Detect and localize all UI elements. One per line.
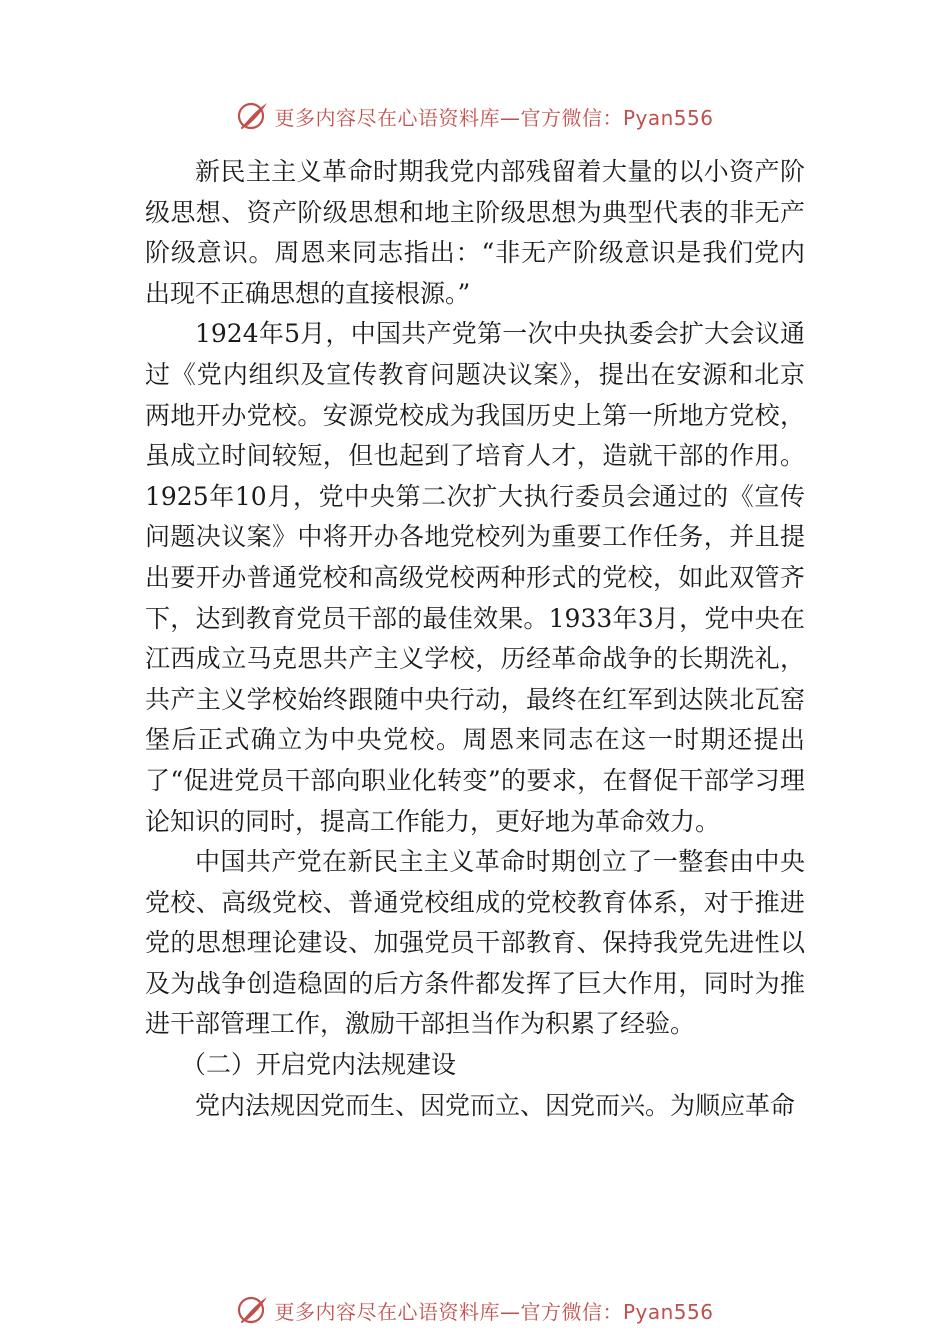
watermark-text: 更多内容尽在心语资料库—官方微信：Pyan556 [274,105,714,130]
quill-logo-icon [236,99,270,133]
document-body [145,152,805,1126]
paragraph-1: 新民主主义革命时期我党内部残留着大量的以小资产阶级思想、资产阶级思想和地主阶级思想为典型代表的非无产阶级意识。周恩来同志指出：“非无产阶级意识是我们党内出现不正确思想的直接根源。” [145,157,805,308]
paragraph-3: 中国共产党在新民主主义革命时期创立了一整套由中央党校、高级党校、普通党校组成的党校教育体系，对于推进党的思想理论建设、加强党员干部教育、保持我党先进性以及为战争创造稳固的后方条件都发挥了巨大作用，同时为推进干部管理工作，激励干部担当作为积累了经验。 [145,847,805,1039]
header-watermark [0,96,950,136]
watermark-text: 更多内容尽在心语资料库—官方微信：Pyan556 [274,1299,714,1324]
section-heading: （二）开启党内法规建设 [181,1050,457,1080]
paragraph-4: 党内法规因党而生、因党而立、因党而兴。为顺应革命 [195,1090,796,1120]
footer-watermark [0,1290,950,1330]
paragraph-2: 1924年5月，中国共产党第一次中央执委会扩大会议通过《党内组织及宣传教育问题决议案》，提出在安源和北京两地开办党校。安源党校成为我国历史上第一所地方党校，虽成立时间较短，但也起到了培育人才，造就干部的作用。1925年10月，党中央第二次扩大执行委员会通过的《宣传问题决议案》中将开办各地党校列为重要工作任务，并且提出要开办普通党校和高级党校两种形式的党校，如此双管齐下，达到教育党员干部的最佳效果。1933年3月，党中央在江西成立马克思共产主义学校，历经革命战争的长期洗礼，共产主义学校始终跟随中央行动，最终在红军到达陕北瓦窑堡后正式确立为中央党校。周恩来同志在这一时期还提出了“促进党员干部向职业化转变”的要求，在督促干部学习理论知识的同时，提高工作能力，更好地为革命效力。 [145,319,805,836]
quill-logo-icon [236,1293,270,1327]
